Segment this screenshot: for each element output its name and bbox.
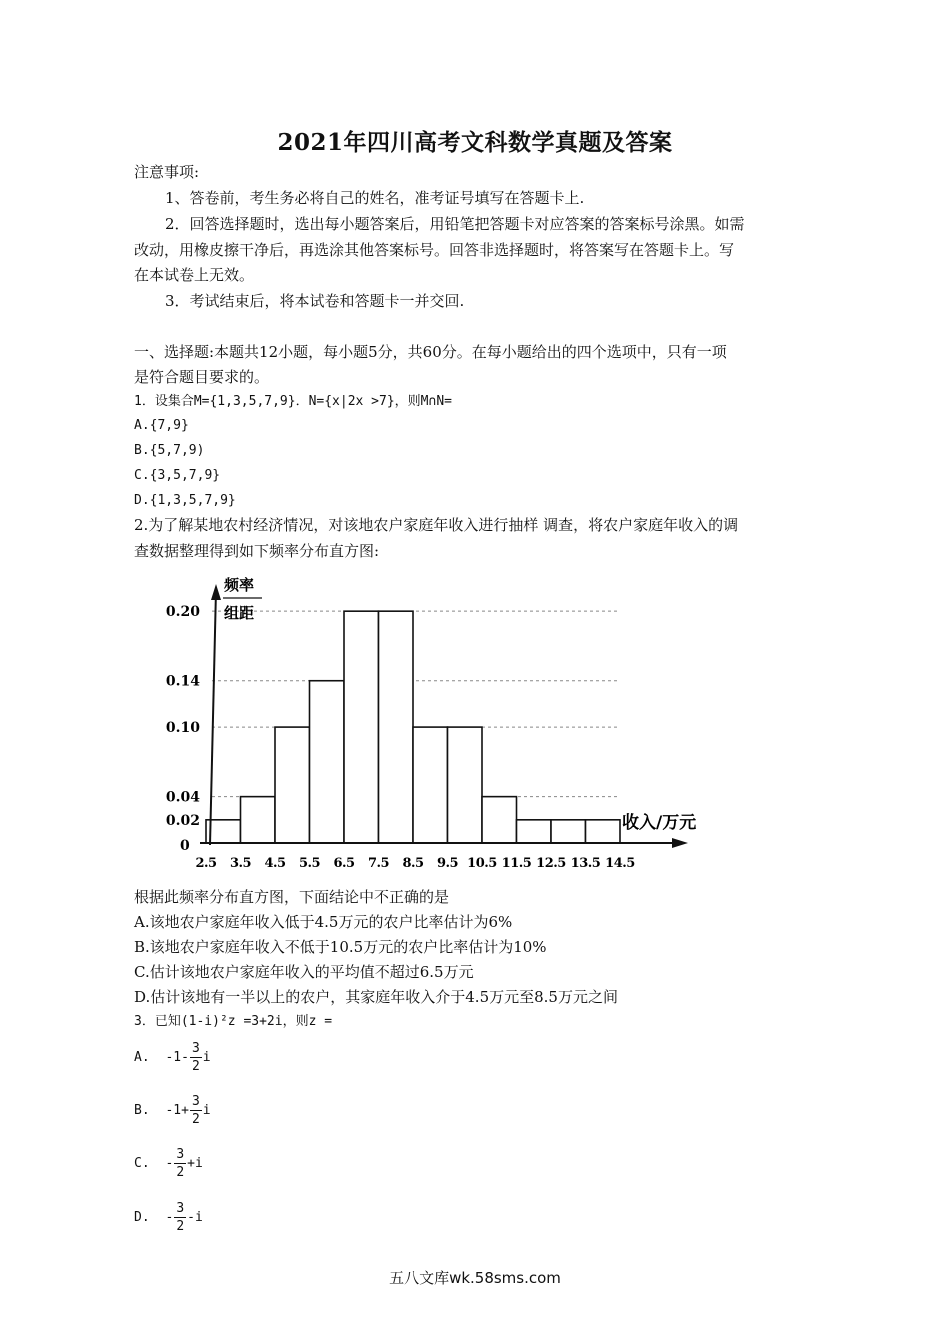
question-2-option-c: C.估计该地农户家庭年收入的平均值不超过6.5万元 (134, 963, 474, 981)
question-3-option-a (134, 1040, 211, 1084)
option-label: C. (134, 1156, 150, 1171)
x-tick-label: 8.5 (402, 856, 424, 871)
y-tick-label: 0.14 (165, 673, 200, 690)
option-label: D. (134, 1210, 150, 1225)
question-1-option-c: C.{3,5,7,9} (134, 468, 221, 483)
question-1-stem: 1．设集合M={1,3,5,7,9}．N={x|2x >7}，则M∩N= (134, 394, 452, 409)
question-2-stem: 2.为了解某地农村经济情况，对该地农户家庭年收入进行抽样 调查，将农户家庭年收入的调 (134, 516, 739, 534)
origin-label: 0 (180, 838, 190, 854)
x-tick-label: 7.5 (367, 856, 390, 871)
fraction (190, 1093, 202, 1128)
x-tick-labels (195, 856, 635, 871)
histogram-bar (551, 820, 586, 843)
page-title: 2021年四川高考文科数学真题及答案 (277, 129, 673, 156)
histogram-bar (275, 727, 310, 843)
question-3-option-d (134, 1200, 203, 1244)
histogram-bar (517, 820, 552, 843)
notice-item: 3．考试结束后，将本试卷和答题卡一并交回. (165, 292, 465, 310)
option-prefix: -1- (165, 1050, 189, 1065)
y-axis-label-bottom: 组距 (224, 604, 255, 622)
notice-item: 在本试卷上无效。 (134, 266, 255, 284)
x-tick-label: 11.5 (501, 856, 532, 871)
question-1-option-b: B.{5,7,9) (134, 443, 205, 458)
y-axis (210, 590, 216, 845)
option-suffix: i (202, 1103, 211, 1118)
y-axis-label-top: 频率 (224, 576, 255, 594)
option-prefix: - (165, 1156, 174, 1171)
histogram-bar (344, 611, 379, 843)
fraction-numerator: 3 (176, 1147, 185, 1162)
question-2-option-a: A.该地农户家庭年收入低于4.5万元的农户比率估计为6% (134, 913, 513, 931)
question-3-stem: 3．已知(1-i)²z =3+2i，则z = (134, 1014, 333, 1029)
notice-item: 改动，用橡皮擦干净后，再选涂其他答案标号。回答非选择题时，将答案写在答题卡上。写 (134, 241, 735, 259)
y-tick-labels (166, 604, 200, 829)
histogram-bar (379, 611, 414, 843)
frequency-histogram (140, 570, 740, 880)
question-2-stem: 查数据整理得到如下频率分布直方图: (134, 542, 380, 560)
fraction-numerator: 3 (191, 1041, 200, 1056)
x-tick-label: 6.5 (333, 856, 355, 871)
x-tick-label: 10.5 (467, 856, 497, 871)
x-axis-arrow (672, 838, 688, 848)
x-tick-label: 5.5 (298, 856, 321, 871)
fraction (190, 1040, 202, 1075)
question-3-option-b (134, 1093, 211, 1137)
question-1-option-a: A.{7,9} (134, 418, 189, 433)
histogram-bar (586, 820, 621, 843)
option-label: A. (134, 1050, 150, 1065)
fraction-denominator: 2 (176, 1219, 185, 1234)
option-suffix: i (202, 1050, 211, 1065)
y-tick-label: 0.20 (165, 604, 200, 621)
x-tick-label: 13.5 (570, 856, 601, 871)
question-2-prompt: 根据此频率分布直方图，下面结论中不正确的是 (134, 888, 450, 906)
x-tick-label: 9.5 (436, 856, 459, 871)
footer-watermark: 五八文库wk.58sms.com (389, 1269, 561, 1287)
fraction-numerator: 3 (191, 1094, 200, 1109)
y-tick-label: 0.04 (165, 789, 200, 806)
fraction-numerator: 3 (176, 1201, 185, 1216)
x-tick-label: 4.5 (264, 856, 286, 871)
fraction-denominator: 2 (176, 1165, 185, 1180)
question-2-option-d: D.估计该地有一半以上的农户，其家庭年收入介于4.5万元至8.5万元之间 (134, 988, 618, 1006)
x-tick-label: 12.5 (536, 856, 566, 871)
x-tick-label: 3.5 (229, 856, 252, 871)
option-suffix: -i (187, 1210, 203, 1225)
histogram-bar (448, 727, 483, 843)
y-tick-label: 0.02 (165, 812, 200, 829)
fraction (174, 1200, 186, 1235)
section-intro: 一、选择题:本题共12小题，每小题5分，共60分。在每小题给出的四个选项中，只有一项 (134, 343, 727, 361)
section-intro: 是符合题目要求的。 (134, 368, 270, 386)
notice-item: 1、答卷前，考生务必将自己的姓名，准考证号填写在答题卡上. (165, 189, 585, 207)
histogram-bar (241, 797, 276, 843)
fraction-denominator: 2 (191, 1112, 200, 1127)
fraction (174, 1146, 186, 1181)
y-tick-label: 0.10 (165, 720, 200, 737)
x-tick-label: 14.5 (605, 856, 635, 871)
question-3-option-c (134, 1146, 203, 1190)
fraction-denominator: 2 (191, 1059, 200, 1074)
question-2-option-b: B.该地农户家庭年收入不低于10.5万元的农户比率估计为10% (134, 938, 547, 956)
option-label: B. (134, 1103, 150, 1118)
option-prefix: -1+ (165, 1103, 189, 1118)
option-prefix: - (165, 1210, 174, 1225)
notice-heading: 注意事项: (134, 163, 200, 181)
question-1-option-d: D.{1,3,5,7,9} (134, 493, 236, 508)
notice-item: 2．回答选择题时，选出每小题答案后，用铅笔把答题卡对应答案的答案标号涂黑。如需 (165, 215, 745, 233)
histogram-bar (310, 681, 345, 843)
y-axis-arrow (211, 584, 221, 600)
x-tick-label: 2.5 (195, 856, 217, 871)
x-axis-label: 收入/万元 (622, 813, 697, 833)
option-suffix: +i (187, 1156, 203, 1171)
histogram-bar (482, 797, 517, 843)
histogram-bar (413, 727, 448, 843)
